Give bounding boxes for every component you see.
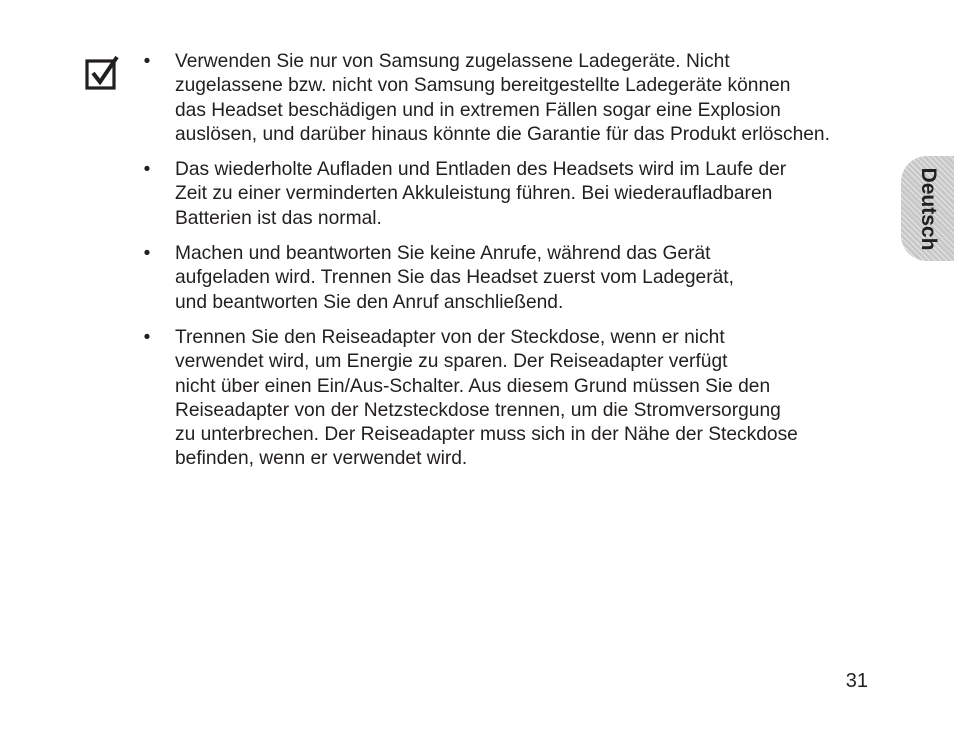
bullet-glyph: • bbox=[143, 326, 151, 348]
bullet-list bbox=[140, 50, 880, 483]
bullet-text: Machen und beantworten Sie keine Anrufe, während das Gerät aufgeladen wird. Trennen Sie das Headset zuerst vom Ladegerät, und beantworten Sie den Anruf anschließend. bbox=[175, 243, 734, 313]
page-number: 31 bbox=[845, 670, 868, 692]
checkbox-note-icon bbox=[85, 56, 119, 90]
language-tab bbox=[901, 156, 954, 261]
language-tab-label: Deutsch bbox=[916, 167, 940, 250]
list-item bbox=[140, 158, 880, 231]
list-item bbox=[140, 326, 880, 472]
bullet-glyph: • bbox=[143, 243, 151, 265]
bullet-text: Das wiederholte Aufladen und Entladen des Headsets wird im Laufe der Zeit zu einer verminderten Akkuleistung führen. Bei wiederaufladbaren Batterien ist das normal. bbox=[175, 159, 787, 229]
bullet-glyph: • bbox=[143, 159, 151, 181]
bullet-text: Trennen Sie den Reiseadapter von der Steckdose, wenn er nicht verwendet wird, um Energie zu sparen. Der Reiseadapter verfügt nicht über einen Ein/Aus-Schalter. Aus diesem Grund müssen Sie den Reiseadapter von der Netzsteckdose trennen, um die Stromversorgung zu unterbrechen. Der Reiseadapter muss sich in der Nähe der Steckdose befinden, wenn er verwendet wird. bbox=[175, 326, 798, 470]
list-item bbox=[140, 242, 880, 315]
bullet-glyph: • bbox=[143, 51, 151, 72]
bullet-text: Verwenden Sie nur von Samsung zugelassene Ladegeräte. Nicht zugelassene bzw. nicht von Samsung bereitgestellte Ladegeräte können das Headset beschädigen und in extremen Fällen sogar eine Explosion auslösen, und darüber hinaus könnte die Garantie für das Produkt erlöschen. bbox=[175, 51, 830, 145]
list-item bbox=[140, 50, 880, 147]
